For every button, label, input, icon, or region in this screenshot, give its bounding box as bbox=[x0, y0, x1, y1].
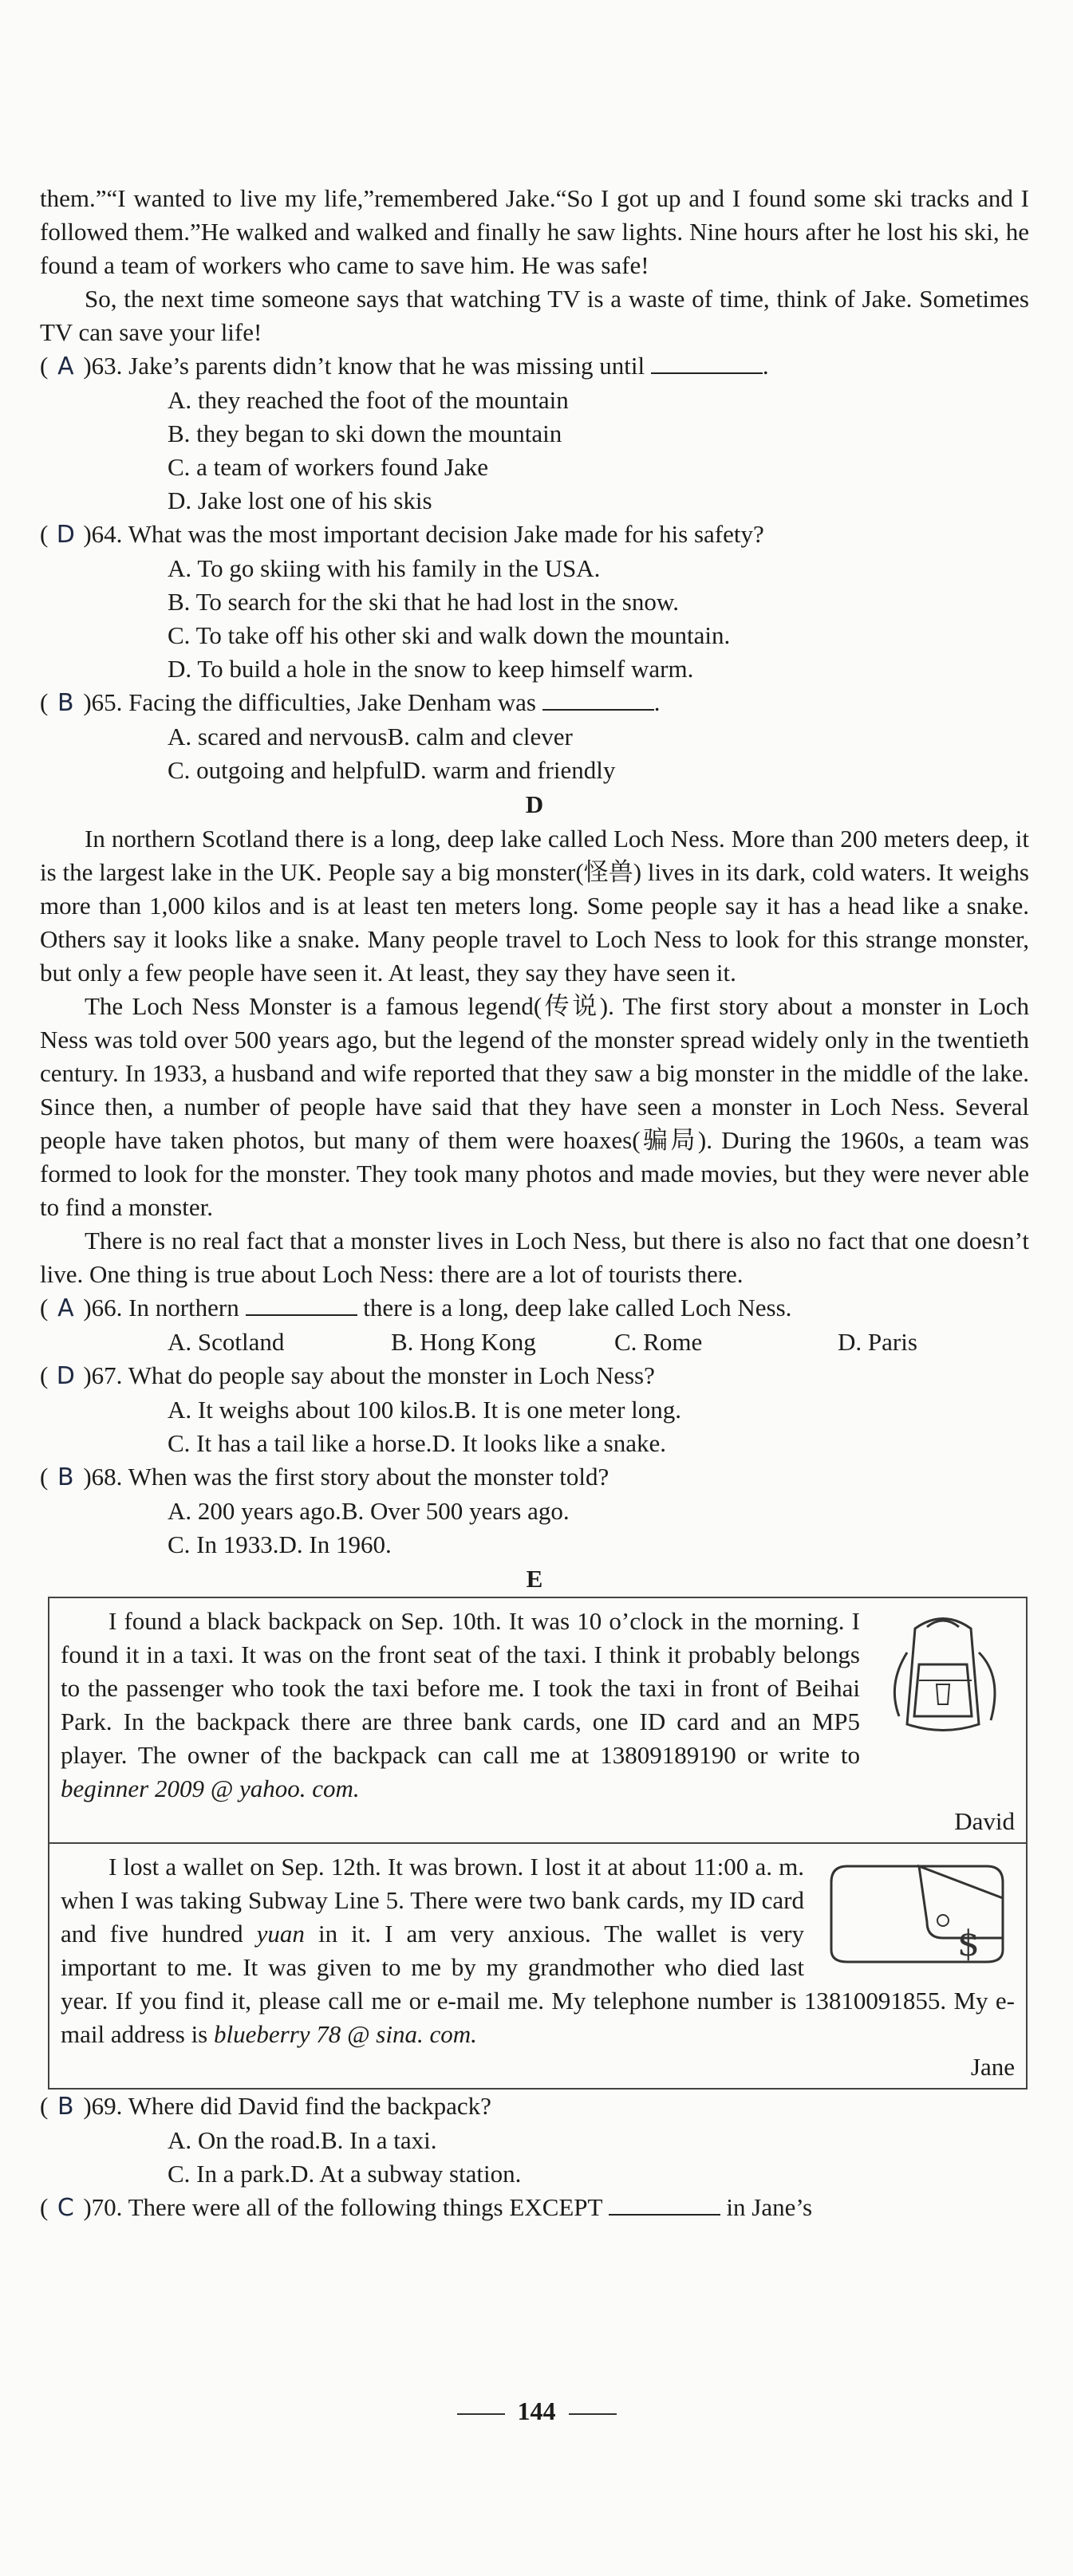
passage-d-paragraph-2: The Loch Ness Monster is a famous legend(传说). The first story about a monster in Loch Ness was told over 500 years ago, but the legend of the monster spread widely only in the twentieth century. In 1933, a husband and wife reported that they saw a big monster in the middle of the lake. Since then, a number of people have said that they have seen a monster in Loch Ness. Several people have taken photos, but many of them were hoaxes(骗局). During the 1960s, a team was formed to look for the monster. They took many photos and made movies, but they were never able to find a monster. bbox=[40, 992, 1029, 1221]
answer-blank bbox=[542, 690, 654, 711]
option-a: A. On the road. bbox=[168, 2126, 321, 2154]
found-notice-signer: David bbox=[954, 1807, 1015, 1835]
option-c: C. a team of workers found Jake bbox=[168, 453, 489, 481]
option-b: B. they began to ski down the mountain bbox=[168, 419, 562, 447]
handwritten-answer: A bbox=[57, 353, 74, 380]
page-number: 144 bbox=[0, 2397, 1073, 2426]
option-d: D. It looks like a snake. bbox=[432, 1429, 667, 1457]
option-b: B. To search for the ski that he had lost in the snow. bbox=[168, 588, 679, 616]
answer-blank bbox=[609, 2195, 720, 2216]
lost-notice-email: blueberry 78 @ sina. com. bbox=[214, 2020, 477, 2048]
question-69: ( B )69. Where did David find the backpack? A. On the road.B. In a taxi. C. In a park.D. At a subway station. bbox=[40, 2090, 1029, 2191]
question-63: ( A )63. Jake’s parents didn’t know that he was missing until . A. they reached the foot of the mountain B. they began to ski down the mountain C. a team of workers found Jake D. Jake lost one of his skis bbox=[40, 349, 1029, 518]
option-b: B. Over 500 years ago. bbox=[341, 1497, 570, 1525]
option-d: D. At a subway station. bbox=[290, 2160, 522, 2188]
option-d: D. To build a hole in the snow to keep himself warm. bbox=[168, 655, 694, 683]
option-d: D. Jake lost one of his skis bbox=[168, 486, 432, 514]
options bbox=[168, 1393, 1029, 1460]
option-a: A. scared and nervous bbox=[168, 723, 388, 750]
svg-text:$: $ bbox=[957, 1924, 980, 1964]
options bbox=[168, 384, 1029, 518]
question-65: ( B )65. Facing the difficulties, Jake Denham was . A. scared and nervousB. calm and clever C. outgoing and helpfulD. warm and friendly bbox=[40, 686, 1029, 787]
handwritten-answer: B bbox=[57, 689, 74, 717]
currency-word: yuan bbox=[256, 1920, 305, 1948]
handwritten-answer: D bbox=[56, 521, 75, 549]
handwritten-answer: C bbox=[57, 2194, 74, 2222]
handwritten-answer: D bbox=[56, 1362, 75, 1390]
passage-c-closing-paragraph: So, the next time someone says that watching TV is a waste of time, think of Jake. Sometimes TV can save your life! bbox=[40, 285, 1029, 346]
option-a: A. It weighs about 100 kilos. bbox=[168, 1396, 455, 1424]
section-title-e: E bbox=[526, 1565, 543, 1593]
option-d: D. In 1960. bbox=[278, 1530, 392, 1558]
option-b: B. In a taxi. bbox=[320, 2126, 437, 2154]
options bbox=[168, 1325, 1029, 1359]
question-66: ( A )66. In northern there is a long, deep lake called Loch Ness. A. Scotland B. Hong Kong C. Rome D. Paris bbox=[40, 1291, 1029, 1359]
handwritten-answer: B bbox=[57, 1463, 74, 1491]
found-notice-box bbox=[48, 1597, 1028, 1844]
option-c: C. Rome bbox=[614, 1328, 703, 1356]
handwritten-answer: B bbox=[57, 2093, 74, 2121]
option-c: C. It has a tail like a horse. bbox=[168, 1429, 432, 1457]
handwritten-answer: A bbox=[57, 1294, 74, 1322]
answer-blank bbox=[651, 353, 763, 374]
wallet-icon bbox=[815, 1850, 1015, 1970]
passage-d-paragraph-1: In northern Scotland there is a long, deep lake called Loch Ness. More than 200 meters deep, it is the largest lake in the UK. People say a big monster(怪兽) lives in its dark, cold waters. It weighs more than 1,000 kilos and is at least ten meters long. Some people say it has a head like a snake. Others say it looks like a snake. Many people travel to Loch Ness to look for this strange monster, but only a few people have seen it. At least, they say they have seen it. bbox=[40, 825, 1029, 987]
content-column bbox=[40, 182, 1029, 2225]
lost-notice-text-continued: in it. I am very anxious. The wallet is very important to me. It was given to me by my grandmother who died last year. If you find it, please call me or e-mail me. My telephone number is 13810091855. My e-mail address is bbox=[61, 1920, 1015, 2048]
option-d: D. Paris bbox=[838, 1328, 917, 1356]
option-a: A. To go skiing with his family in the USA. bbox=[168, 554, 601, 582]
option-b: B. It is one meter long. bbox=[454, 1396, 682, 1424]
backpack-icon bbox=[871, 1605, 1015, 1748]
option-b: B. Hong Kong bbox=[391, 1328, 536, 1356]
option-a: A. 200 years ago. bbox=[168, 1497, 341, 1525]
answer-blank bbox=[246, 1295, 357, 1316]
options bbox=[168, 552, 1029, 686]
option-c: C. outgoing and helpful bbox=[168, 756, 403, 784]
question-70: ( C )70. There were all of the following things EXCEPT in Jane’s bbox=[40, 2191, 1029, 2225]
option-a: A. they reached the foot of the mountain bbox=[168, 386, 569, 414]
options bbox=[168, 1495, 1029, 1562]
lost-notice-signer: Jane bbox=[970, 2053, 1015, 2081]
found-notice-text: I found a black backpack on Sep. 10th. It was 10 o’clock in the morning. I found it in a taxi. It was on the front seat of the taxi. I think it probably belongs to the passenger who took the taxi before me. I took the taxi in front of Beihai Park. In the backpack there are three bank cards, one ID card and an MP5 player. The owner of the backpack can call me at 13809189190 or write to bbox=[61, 1607, 860, 1769]
section-title-d: D bbox=[525, 790, 544, 818]
option-d: D. warm and friendly bbox=[402, 756, 616, 784]
passage-c-tail-paragraph: them.”“I wanted to live my life,”remembered Jake.“So I got up and I found some ski tracks and I followed them.”He walked and walked and finally he saw lights. Nine hours after he lost his ski, he found a team of workers who came to save him. He was safe! bbox=[40, 184, 1029, 279]
option-c: C. In a park. bbox=[168, 2160, 291, 2188]
option-b: B. calm and clever bbox=[387, 723, 573, 750]
option-c: C. To take off his other ski and walk down the mountain. bbox=[168, 621, 731, 649]
option-c: C. In 1933. bbox=[168, 1530, 279, 1558]
question-64: ( D )64. What was the most important decision Jake made for his safety? A. To go skiing with his family in the USA. B. To search for the ski that he had lost in the snow. C. To take off his other ski and walk down the mountain. D. To build a hole in the snow to keep himself warm. bbox=[40, 518, 1029, 686]
question-67: ( D )67. What do people say about the monster in Loch Ness? A. It weighs about 100 kilos.B. It is one meter long. C. It has a tail like a horse.D. It looks like a snake. bbox=[40, 1359, 1029, 1460]
lost-notice-text: I lost a wallet on Sep. 12th. It was brown. I lost it at about 11:00 a. m. when I was taking Subway Line 5. There were two bank cards, my ID card and five hundred bbox=[61, 1853, 804, 1948]
found-notice-email: beginner 2009 @ yahoo. com. bbox=[61, 1774, 360, 1802]
options bbox=[168, 2124, 1029, 2191]
question-68: ( B )68. When was the first story about the monster told? A. 200 years ago.B. Over 500 years ago. C. In 1933.D. In 1960. bbox=[40, 1460, 1029, 1562]
option-a: A. Scotland bbox=[168, 1328, 285, 1356]
lost-notice-box bbox=[48, 1844, 1028, 2090]
options bbox=[168, 720, 1029, 787]
passage-d-paragraph-3: There is no real fact that a monster lives in Loch Ness, but there is also no fact that one doesn’t live. One thing is true about Loch Ness: there are a lot of tourists there. bbox=[40, 1227, 1029, 1288]
